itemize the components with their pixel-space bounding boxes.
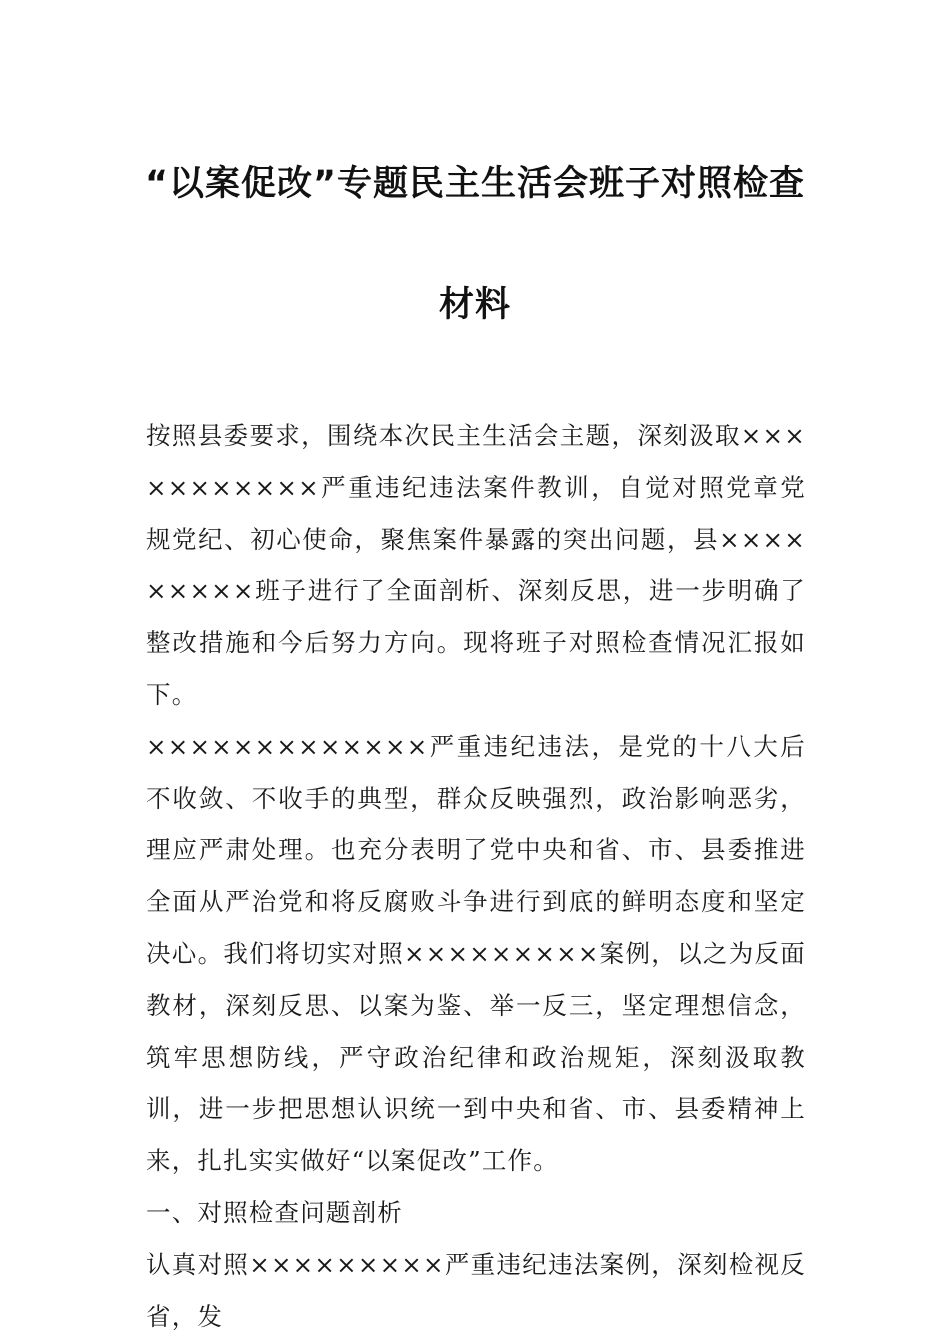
document-title-line-2: 材料: [438, 285, 511, 325]
paragraph-case-reflection: ×××××××××××××严重违纪违法，是党的十八大后不收敛、不收手的典型，群众反映强烈，政治影响恶劣，理应严肃处理。也充分表明了党中央和省、市、县委推进全面从严治党和将反腐败斗争进行到底的鲜明态度和坚定决心。我们将切实对照×××××××××案例，以之为反面教材，深刻反思、以案为鉴、举一反三，坚定理想信念，筑牢思想防线，严守政治纪律和政治规矩，深刻汲取教训，进一步把思想认识统一到中央和省、市、县委精神上来，扎扎实实做好“以案促改”工作。: [146, 731, 806, 1176]
section-heading-problem-analysis: 一、对照检查问题剖析: [146, 1197, 403, 1227]
paragraph-problem-analysis: 认真对照×××××××××严重违纪违法案例，深刻检视反省，发: [146, 1249, 806, 1331]
document-body: [146, 410, 806, 1342]
document-title-line-1: “以案促改”专题民主生活会班子对照检查: [144, 164, 805, 204]
paragraph-intro: 按照县委要求，围绕本次民主生活会主题，深刻汲取×××××××××××严重违纪违法案件教训，自觉对照党章党规党纪、初心使命，聚焦案件暴露的突出问题，县×××××××××班子进行了全面剖析、深刻反思，进一步明确了整改措施和今后努力方向。现将班子对照检查情况汇报如下。: [146, 421, 806, 709]
